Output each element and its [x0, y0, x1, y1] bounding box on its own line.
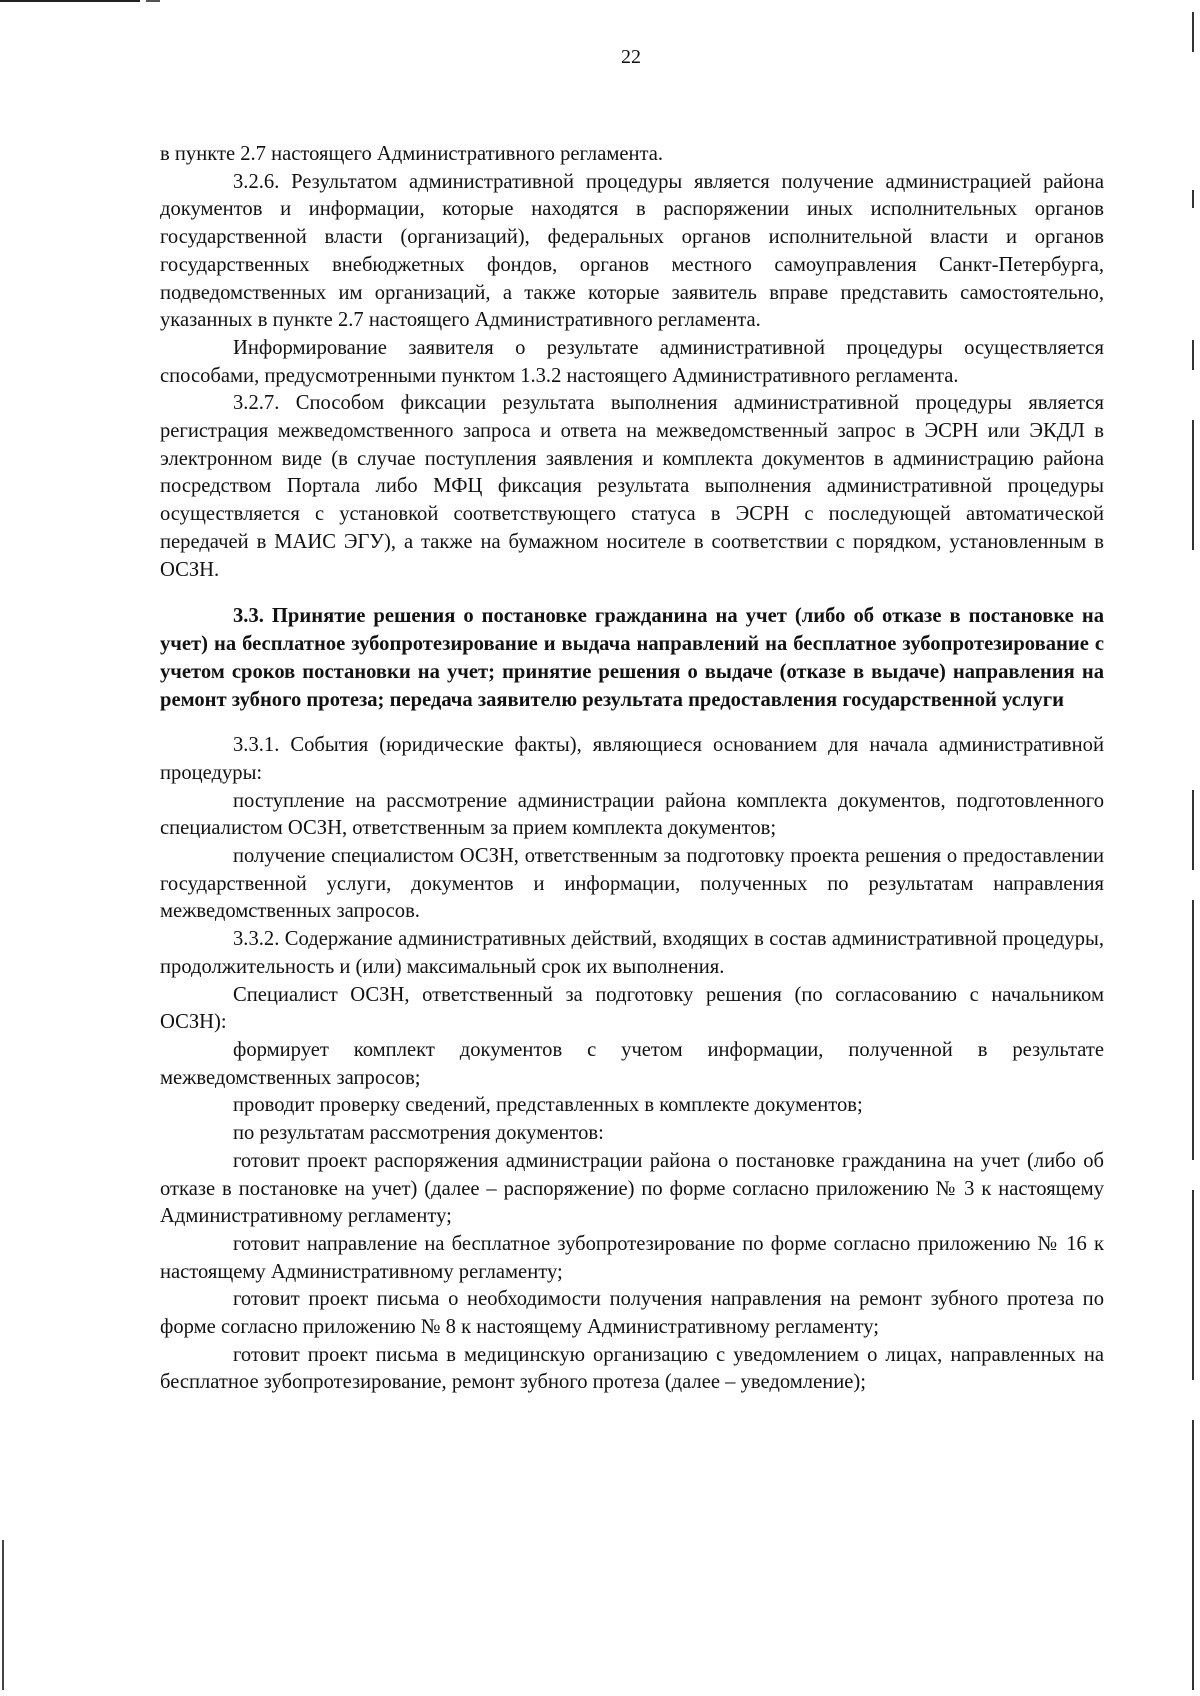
- paragraph: 3.3.2. Содержание административных действий, входящих в состав административной процедуры, продолжительность и (или) максимальный срок их выполнения.: [160, 928, 1104, 978]
- scan-left-edge-mark: [2, 1540, 4, 1690]
- scan-right-edge-mark: [1192, 1420, 1194, 1690]
- scan-edge-dash: [146, 0, 160, 2]
- page-number: 22: [621, 46, 641, 68]
- scan-edge-line: [0, 0, 140, 2]
- paragraph: готовит проект распоряжения администрации района о постановке гражданина на учет (либо об отказе в постановке на учет) (далее – распоряжение) по форме согласно приложению № 3 к настоящему Административному регламенту;: [160, 1149, 1104, 1228]
- document-body: [160, 141, 1104, 1397]
- section-heading: 3.3. Принятие решения о постановке гражданина на учет (либо об отказе в постановке на учет) на бесплатное зубопротезирование и выдача направлений на бесплатное зубопротезирование с учетом сроков постановки на учет; принятие решения о выдаче (отказе в выдаче) направления на ремонт зубного протеза; передача заявителю результата предоставления государственной услуги: [160, 605, 1104, 712]
- scan-right-edge-mark: [1192, 900, 1194, 1160]
- paragraph: 3.2.6. Результатом административной процедуры является получение администрацией района документов и информации, которые находятся в распоряжении иных исполнительных органов государственной власти (организаций), федеральных органов исполнительной власти и органов государственных внебюджетных фондов, органов местного самоуправления Санкт-Петербурга, подведомственных им организаций, а также которые заявитель вправе представить самостоятельно, указанных в пункте 2.7 настоящего Административного регламента.: [160, 170, 1104, 332]
- paragraph: готовит проект письма о необходимости получения направления на ремонт зубного протеза по форме согласно приложению № 8 к настоящему Административному регламенту;: [160, 1288, 1104, 1339]
- paragraph: формирует комплект документов с учетом информации, полученной в результате межведомственных запросов;: [160, 1038, 1104, 1089]
- paragraph: готовит направление на бесплатное зубопротезирование по форме согласно приложению № 16 к настоящему Административному регламенту;: [160, 1232, 1104, 1283]
- paragraph: в пункте 2.7 настоящего Административного регламента.: [160, 143, 664, 165]
- scan-right-edge-mark: [1192, 1190, 1194, 1380]
- paragraph: готовит проект письма в медицинскую организацию с уведомлением о лицах, направленных на бесплатное зубопротезирование, ремонт зубного протеза (далее – уведомление);: [160, 1343, 1104, 1394]
- scan-right-edge-mark: [1192, 790, 1194, 870]
- paragraph: по результатам рассмотрения документов:: [233, 1122, 604, 1145]
- paragraph: проводит проверку сведений, представленных в комплекте документов;: [233, 1094, 863, 1117]
- scan-right-edge-mark: [1192, 340, 1194, 370]
- paragraph: Специалист ОСЗН, ответственный за подготовку решения (по согласованию с начальником ОСЗН):: [160, 983, 1104, 1034]
- scan-right-edge-mark: [1192, 190, 1194, 208]
- paragraph: получение специалистом ОСЗН, ответственным за подготовку проекта решения о предоставлении государственной услуги, документов и информации, полученных по результатам направления межведомственных запросов.: [160, 845, 1104, 923]
- paragraph: 3.3.1. События (юридические факты), являющиеся основанием для начала административной процедуры:: [160, 734, 1104, 784]
- paragraph: Информирование заявителя о результате административной процедуры осуществляется способами, предусмотренными пунктом 1.3.2 настоящего Административного регламента.: [160, 336, 1104, 387]
- scan-right-edge-mark: [1192, 420, 1194, 550]
- paragraph: поступление на рассмотрение администрации района комплекта документов, подготовленного специалистом ОСЗН, ответственным за прием комплекта документов;: [160, 789, 1104, 840]
- paragraph: 3.2.7. Способом фиксации результата выполнения административной процедуры является регистрация межведомственного запроса и ответа на межведомственный запрос в ЭСРН или ЭКДЛ в электронном виде (в случае поступления заявления и комплекта документов в администрацию района посредством Портала либо МФЦ фиксация результата выполнения административной процедуры осуществляется с установкой соответствующего статуса в ЭСРН с последующей автоматической передачей в МАИС ЭГУ), а также на бумажном носителе в соответствии с порядком, установленным в ОСЗН.: [160, 392, 1104, 581]
